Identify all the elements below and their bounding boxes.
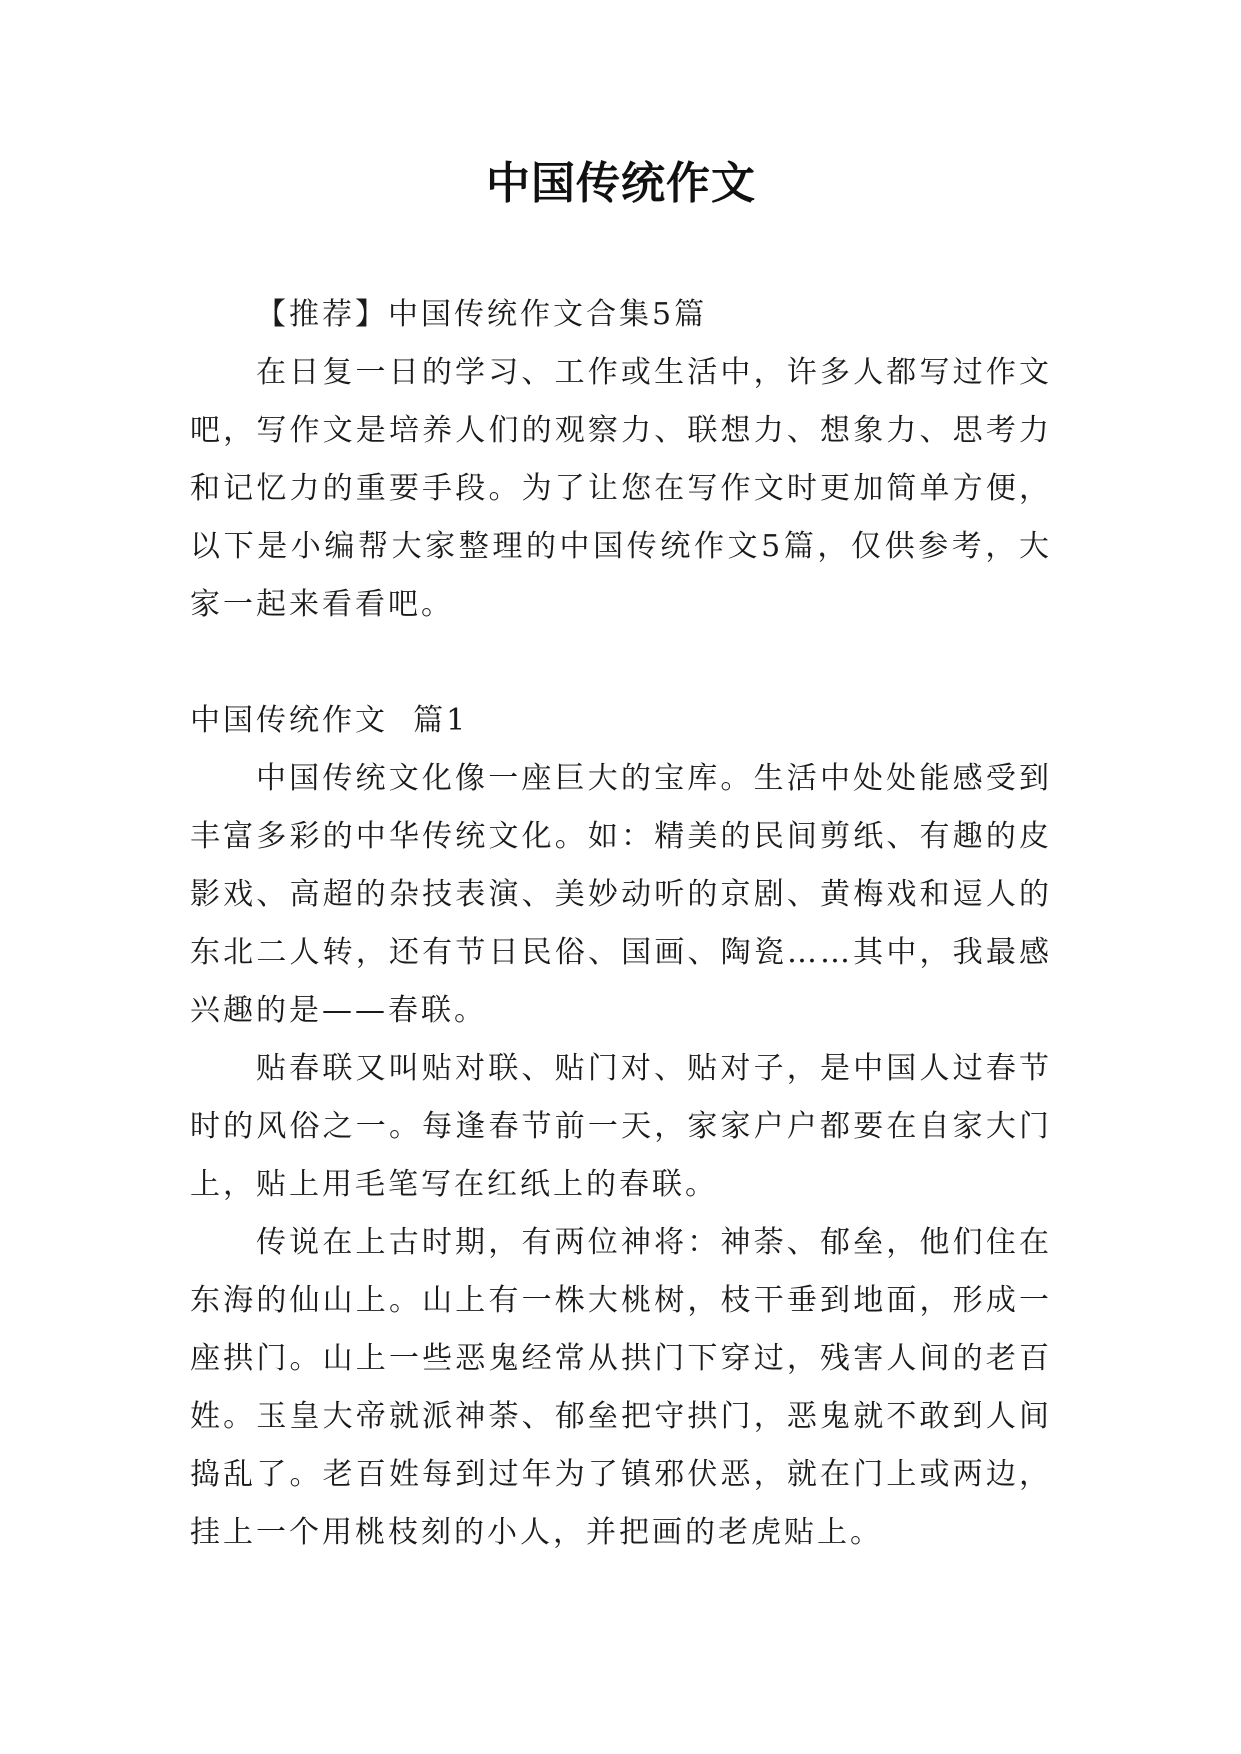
section-heading: 中国传统作文 篇1 (190, 703, 469, 738)
body-paragraph-1: 中国传统文化像一座巨大的宝库。生活中处处能感受到丰富多彩的中华传统文化。如：精美的民间剪纸、有趣的皮影戏、高超的杂技表演、美妙动听的京剧、黄梅戏和逗人的东北二人转，还有节日民俗、国画、陶瓷……其中，我最感兴趣的是——春联。 (190, 761, 1052, 1028)
document-body (190, 286, 1052, 1562)
intro-paragraph: 在日复一日的学习、工作或生活中，许多人都写过作文吧，写作文是培养人们的观察力、联想力、想象力、思考力和记忆力的重要手段。为了让您在写作文时更加简单方便，以下是小编帮大家整理的中国传统作文5篇，仅供参考，大家一起来看看吧。 (190, 355, 1052, 622)
section-spacer (190, 634, 1052, 692)
body-paragraph-3: 传说在上古时期，有两位神将：神荼、郁垒，他们住在东海的仙山上。山上有一株大桃树，枝干垂到地面，形成一座拱门。山上一些恶鬼经常从拱门下穿过，残害人间的老百姓。玉皇大帝就派神荼、郁垒把守拱门，恶鬼就不敢到人间捣乱了。老百姓每到过年为了镇邪伏恶，就在门上或两边，挂上一个用桃枝刻的小人，并把画的老虎贴上。 (190, 1225, 1052, 1550)
document-title: 中国传统作文 (486, 158, 756, 209)
body-paragraph-2: 贴春联又叫贴对联、贴门对、贴对子，是中国人过春节时的风俗之一。每逢春节前一天，家家户户都要在自家大门上，贴上用毛笔写在红纸上的春联。 (190, 1051, 1052, 1202)
subtitle-line: 【推荐】中国传统作文合集5篇 (256, 297, 708, 332)
